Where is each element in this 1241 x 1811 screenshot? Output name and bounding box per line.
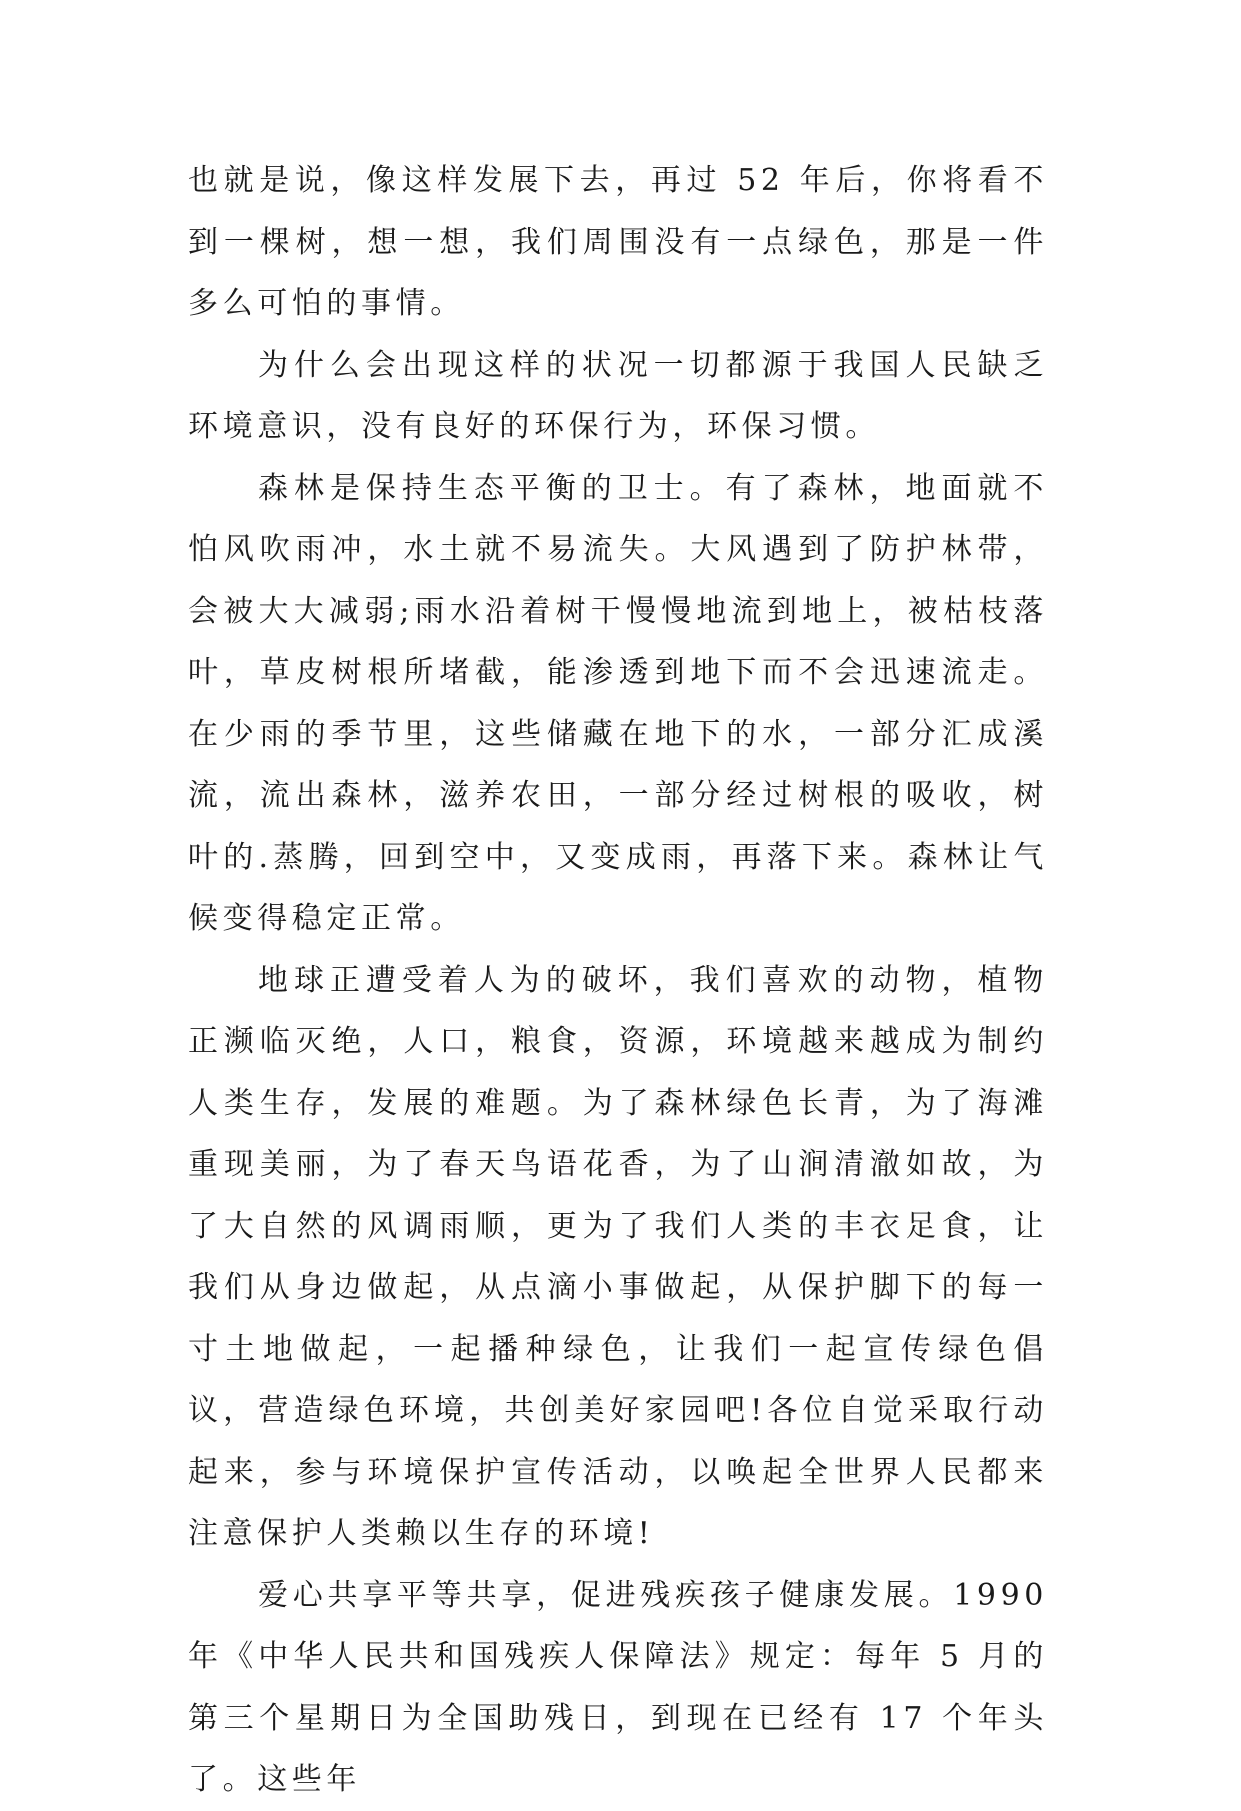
paragraph-5: 爱心共享平等共享，促进残疾孩子健康发展。1990 年《中华人民共和国残疾人保障法》规定：每年 5 月的第三个星期日为全国助残日，到现在已经有 17 个年头了。这些年 — [188, 1577, 1048, 1797]
paragraph-1: 也就是说，像这样发展下去，再过 52 年后，你将看不到一棵树，想一想，我们周围没有一点绿色，那是一件多么可怕的事情。 — [188, 163, 1048, 321]
paragraph-4: 地球正遭受着人为的破坏，我们喜欢的动物，植物正濒临灭绝，人口，粮食，资源，环境越来越成为制约人类生存，发展的难题。为了森林绿色长青，为了海滩重现美丽，为了春天鸟语花香，为了山涧清澈如故，为了大自然的风调雨顺，更为了我们人类的丰衣足食，让我们从身边做起，从点滴小事做起，从保护脚下的每一寸土地做起，一起播种绿色，让我们一起宣传绿色倡议，营造绿色环境，共创美好家园吧!各位自觉采取行动起来，参与环境保护宣传活动，以唤起全世界人民都来注意保护人类赖以生存的环境! — [188, 962, 1048, 1551]
paragraph-3: 森林是保持生态平衡的卫士。有了森林，地面就不怕风吹雨冲，水土就不易流失。大风遇到了防护林带，会被大大减弱;雨水沿着树干慢慢地流到地上，被枯枝落叶，草皮树根所堵截，能渗透到地下而不会迅速流走。在少雨的季节里，这些储藏在地下的水，一部分汇成溪流，流出森林，滋养农田，一部分经过树根的吸收，树叶的.蒸腾，回到空中，又变成雨，再落下来。森林让气候变得稳定正常。 — [188, 470, 1048, 936]
paragraph-2: 为什么会出现这样的状况一切都源于我国人民缺乏环境意识，没有良好的环保行为，环保习惯。 — [188, 347, 1048, 444]
document-page — [188, 150, 1048, 1811]
